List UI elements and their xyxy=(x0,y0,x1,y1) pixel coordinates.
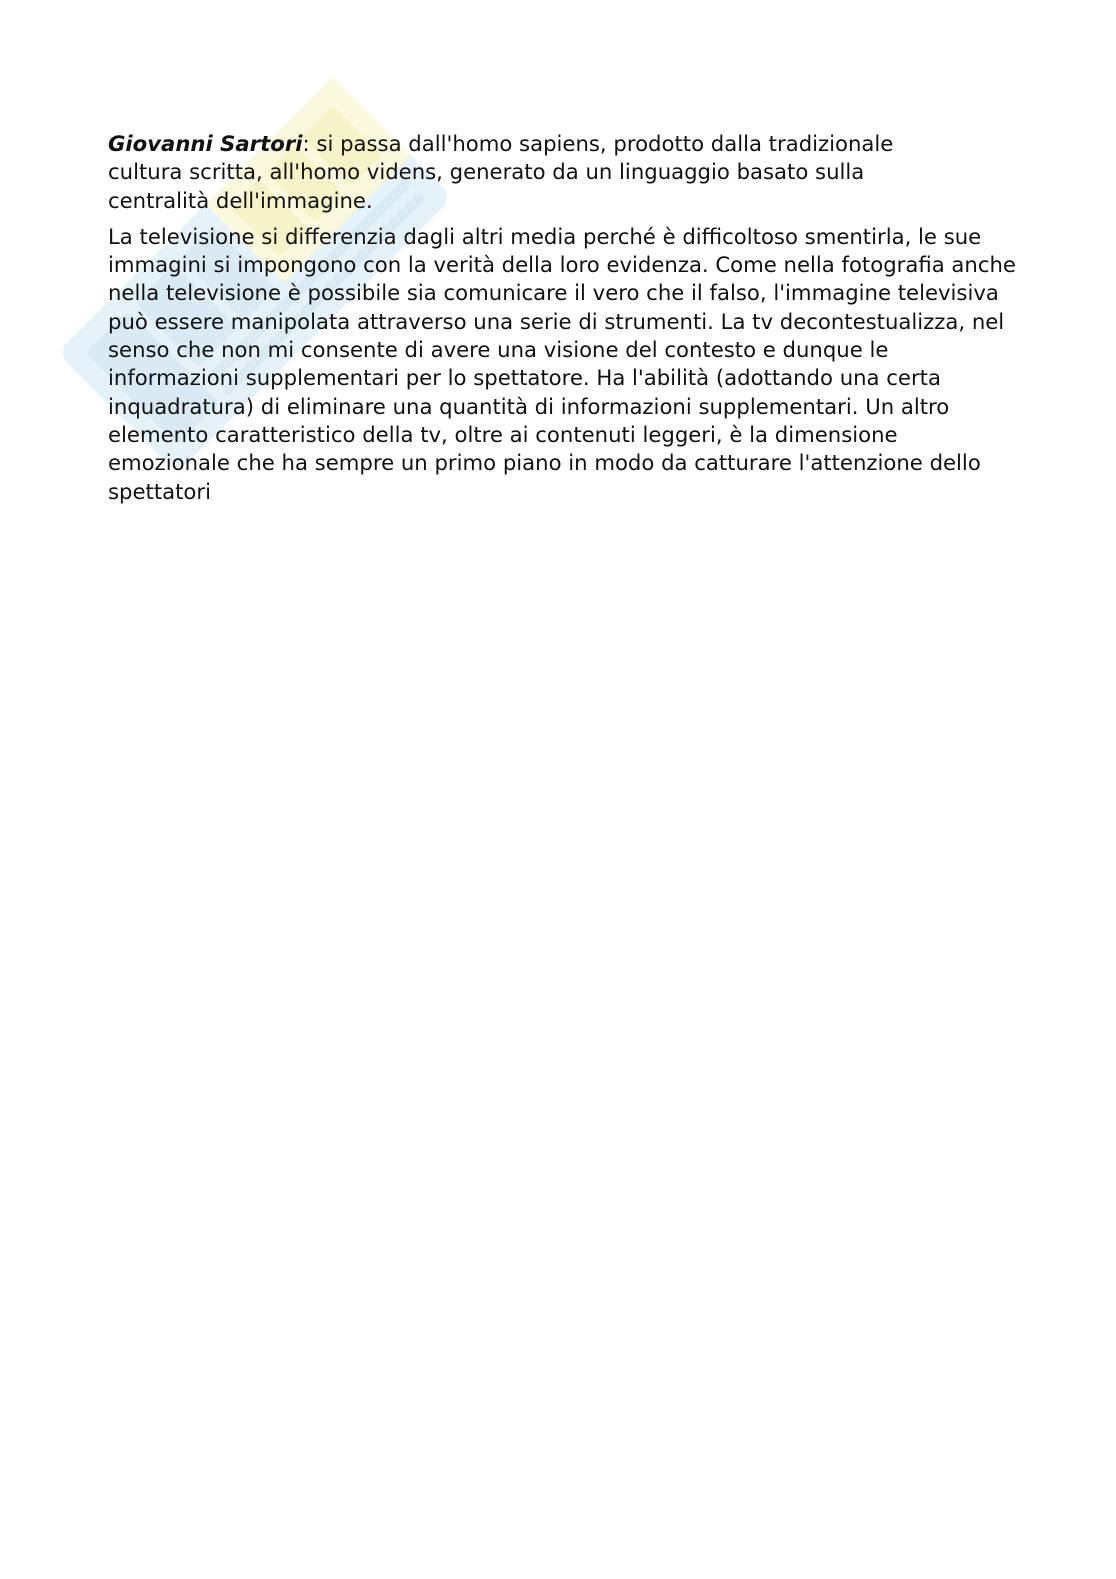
document-body xyxy=(108,130,1018,506)
paragraph-text: : si passa dall'homo sapiens, prodotto dalla tradizionale cultura scritta, all'homo videns, generato da un linguaggio basato sulla centralità dell'immagine. xyxy=(108,131,894,213)
paragraph-sartori xyxy=(108,130,968,215)
author-name: Giovanni Sartori xyxy=(108,131,303,156)
paragraph-television: La televisione si differenzia dagli altri media perché è difficoltoso smentirla, le sue immagini si impongono con la verità della loro evidenza. Come nella fotografia anche nella televisione è possibile sia comunicare il vero che il falso, l'immagine televisiva può essere manipolata attraverso una serie di strumenti. La tv decontestualizza, nel senso che non mi consente di avere una visione del contesto e dunque le informazioni supplementari per lo spettatore. Ha l'abilità (adottando una certa inquadratura) di eliminare una quantità di informazioni supplementari. Un altro elemento caratteristico della tv, oltre ai contenuti leggeri, è la dimensione emozionale che ha sempre un primo piano in modo da catturare l'attenzione dello spettatori xyxy=(108,223,1016,504)
